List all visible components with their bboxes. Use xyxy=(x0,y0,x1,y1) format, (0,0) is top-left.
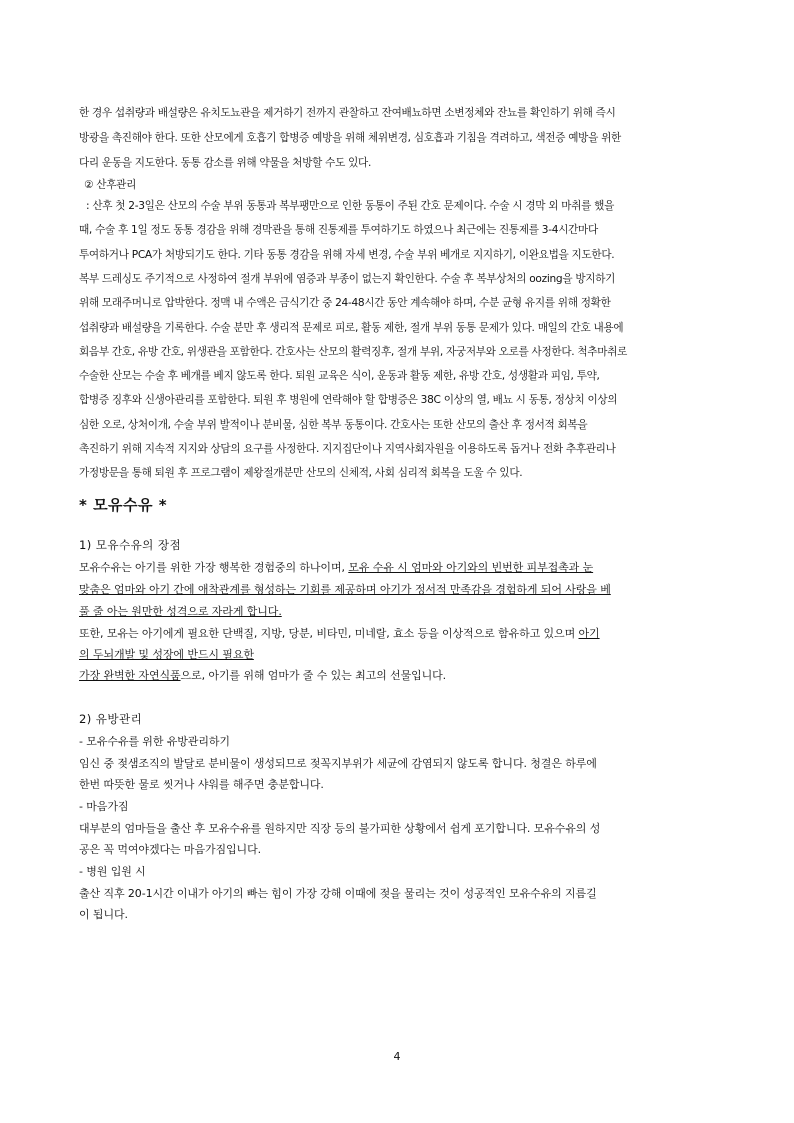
body-line: 한번 따뜻한 물로 씻거나 샤워를 해주면 충분합니다. xyxy=(79,778,324,791)
postpartum-line: 촉진하기 위해 지속적 지지와 상담의 요구를 사정한다. 지지집단이나 지역사회자원을 이용하도록 돕거나 전화 추후관리나 xyxy=(79,443,616,455)
postpartum-line: 수술한 산모는 수술 후 베개를 베지 않도록 한다. 퇴원 교육은 식이, 운동과 활동 제한, 유방 간호, 성생활과 피임, 투약, xyxy=(79,370,600,383)
page-number: 4 xyxy=(393,1050,401,1063)
advantages-underlined-text: 아기 xyxy=(578,627,600,640)
body-line: 대부분의 엄마들을 출산 후 모유수유를 원하지만 직장 등의 불가피한 상황에서 쉽게 포기합니다. 모유수유의 성 xyxy=(79,822,601,835)
body-line: 다리 운동을 지도한다. 동통 감소를 위해 약물을 처방할 수도 있다. xyxy=(79,157,372,169)
advantages-text: 또한, 모유는 아기에게 필요한 단백질, 지방, 당분, 비타민, 미네랄, 효소 등을 이상적으로 함유하고 있으며 xyxy=(79,627,576,640)
postpartum-line: 가정방문을 통해 퇴원 후 프로그램이 제왕절개분만 산모의 신체적, 사회 심리적 회복을 도울 수 있다. xyxy=(79,467,523,480)
advantages-line-3: 풀 줄 아는 원만한 성격으로 자라게 합니다. xyxy=(79,605,282,618)
postpartum-line: 투여하거나 PCA가 처방되기도 한다. 기타 동통 경감을 위해 자세 변경, 수술 부위 베개로 지지하기, 이완요법을 지도한다. xyxy=(79,248,615,261)
body-line: 이 됩니다. xyxy=(79,908,128,921)
section-title: * 모유수유 * xyxy=(79,496,168,514)
postpartum-line: 합병증 징후와 신생아관리를 포함한다. 퇴원 후 병원에 연락해야 할 합병증은 38C 이상의 열, 배뇨 시 동통, 정상치 이상의 xyxy=(79,394,618,407)
breast-care-subheading: - 마음가짐 xyxy=(79,800,129,813)
breast-care-heading: 2) 유방관리 xyxy=(79,712,143,726)
advantages-line-1 xyxy=(79,558,719,578)
postpartum-line: 심한 오로, 상처이개, 수술 부위 발적이나 분비물, 심한 복부 동통이다. 간호사는 또한 산모의 출산 후 정서적 회복을 xyxy=(79,418,588,431)
postpartum-line: 회음부 간호, 유방 간호, 위생관을 포함한다. 간호사는 산모의 활력징후, 절개 부위, 자궁저부와 오로를 사정한다. 척추마취로 xyxy=(79,345,628,358)
body-line: 방광을 촉진해야 한다. 또한 산모에게 호흡기 합병증 예방을 위해 체위변경, 심호흡과 기침을 격려하고, 색전증 예방을 위한 xyxy=(79,132,621,144)
breast-care-subheading: - 병원 입원 시 xyxy=(79,865,146,878)
postpartum-line: : 산후 첫 2-3일은 산모의 수술 부위 동통과 복부팽만으로 인한 동통이 주된 간호 문제이다. 수술 시 경막 외 마취를 했을 xyxy=(86,200,615,212)
breast-care-subheading: - 모유수유를 위한 유방관리하기 xyxy=(79,735,230,748)
advantages-underlined-text: 모유 수유 시 엄마와 아기와의 빈번한 피부접촉과 눈 xyxy=(348,561,594,574)
advantages-underlined-text: 가장 완벽한 자연식품 xyxy=(79,669,181,682)
body-line: 한 경우 섭취량과 배설량은 유치도뇨관을 제거하기 전까지 관찰하고 잔여배뇨하면 소변정체와 잔뇨를 확인하기 위해 즉시 xyxy=(79,107,616,119)
postpartum-line: 복부 드레싱도 주기적으로 사정하여 절개 부위에 염증과 부종이 없는지 확인한다. 수술 후 복부상처의 oozing을 방지하기 xyxy=(79,272,616,285)
advantages-line-6 xyxy=(79,666,719,686)
postpartum-line: 섭취량과 배설량을 기록한다. 수술 분만 후 생리적 문제로 피로, 활동 제한, 절개 부위 동통 문제가 있다. 매일의 간호 내용에 xyxy=(79,321,624,334)
advantages-line-2: 맞춤은 엄마와 아기 간에 애착관계를 형성하는 기회를 제공하며 아기가 정서적 만족감을 경험하게 되어 사랑을 베 xyxy=(79,583,611,596)
body-line: 출산 직후 20-1시간 이내가 아기의 빠는 힘이 가장 강해 이때에 젖을 물리는 것이 성공적인 모유수유의 지름길 xyxy=(79,887,597,900)
advantages-line-5: 의 두뇌개발 및 성장에 반드시 필요한 xyxy=(79,648,254,661)
postpartum-heading: ② 산후관리 xyxy=(84,179,136,191)
advantages-text: 으로, 아기를 위해 엄마가 줄 수 있는 최고의 선물입니다. xyxy=(180,669,447,682)
postpartum-line: 위해 모래주머니로 압박한다. 정맥 내 수액은 금식기간 중 24-48시간 동안 계속해야 하며, 수분 균형 유지를 위해 정확한 xyxy=(79,297,611,310)
advantages-heading: 1) 모유수유의 장점 xyxy=(79,538,182,552)
body-line: 공은 꼭 먹여야겠다는 마음가짐입니다. xyxy=(79,843,262,856)
advantages-line-4 xyxy=(79,624,719,644)
postpartum-line: 때, 수술 후 1일 정도 동통 경감을 위해 경막관을 통해 진통제를 투여하기도 하였으나 최근에는 진통제를 3-4시간마다 xyxy=(79,224,598,237)
body-line: 임신 중 젖샘조직의 발달로 분비물이 생성되므로 젖꼭지부위가 세균에 감염되지 않도록 합니다. 청결은 하루에 xyxy=(79,757,597,770)
advantages-text: 모유수유는 아기를 위한 가장 행복한 경험중의 하나이며, xyxy=(79,561,345,574)
